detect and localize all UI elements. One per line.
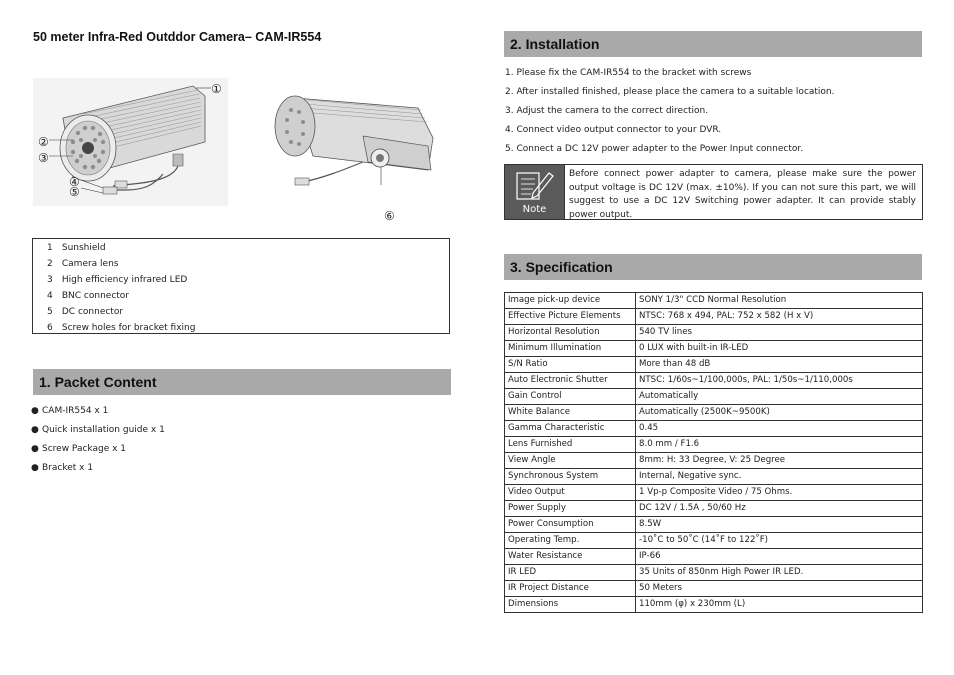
table-row xyxy=(505,517,923,533)
table-row xyxy=(505,293,923,309)
list-item: ● Screw Package x 1 xyxy=(31,444,127,454)
parts-legend xyxy=(32,238,450,334)
spec-value: 0 LUX with built-in IR-LED xyxy=(636,341,923,357)
table-row xyxy=(505,533,923,549)
spec-value: IP-66 xyxy=(636,549,923,565)
spec-value: DC 12V / 1.5A , 50/60 Hz xyxy=(636,501,923,517)
note-icon xyxy=(505,165,565,219)
spec-key: Power Supply xyxy=(505,501,636,517)
spec-key: Image pick-up device xyxy=(505,293,636,309)
spec-value: 110mm (φ) x 230mm (L) xyxy=(636,597,923,613)
installation-steps xyxy=(505,64,835,159)
spec-value: 540 TV lines xyxy=(636,325,923,341)
spec-key: Horizontal Resolution xyxy=(505,325,636,341)
part-item: 6 Screw holes for bracket fixing xyxy=(47,322,196,333)
spec-key: IR Project Distance xyxy=(505,581,636,597)
spec-key: Auto Electronic Shutter xyxy=(505,373,636,389)
part-item: 4 BNC connector xyxy=(47,290,130,301)
spec-value: 0.45 xyxy=(636,421,923,437)
table-row xyxy=(505,565,923,581)
spec-value: NTSC: 768 x 494, PAL: 752 x 582 (H x V) xyxy=(636,309,923,325)
packet-content-list xyxy=(31,402,165,478)
list-item: 2. After installed finished, please place the camera to a suitable location. xyxy=(505,87,835,97)
spec-key: IR LED xyxy=(505,565,636,581)
spec-key: Gamma Characteristic xyxy=(505,421,636,437)
table-row xyxy=(505,549,923,565)
spec-key: Video Output xyxy=(505,485,636,501)
spec-key: Minimum Illumination xyxy=(505,341,636,357)
part-item: 3 High efficiency infrared LED xyxy=(47,274,188,285)
spec-value: 50 Meters xyxy=(636,581,923,597)
table-row xyxy=(505,421,923,437)
note-box xyxy=(504,164,923,220)
table-row xyxy=(505,357,923,373)
spec-key: Gain Control xyxy=(505,389,636,405)
pencil-notepad-icon xyxy=(505,165,564,205)
note-label: Note xyxy=(522,204,547,215)
callout-3: ③ xyxy=(38,151,49,165)
spec-value: 1 Vp-p Composite Video / 75 Ohms. xyxy=(636,485,923,501)
camera-rear-view xyxy=(275,96,433,185)
spec-value: NTSC: 1/60s~1/100,000s, PAL: 1/50s~1/110,000s xyxy=(636,373,923,389)
table-row xyxy=(505,453,923,469)
spec-key: Power Consumption xyxy=(505,517,636,533)
specification-table xyxy=(504,292,923,613)
table-row xyxy=(505,405,923,421)
document-title: 50 meter Infra-Red Outddor Camera– CAM-IR554 xyxy=(33,30,322,44)
table-row xyxy=(505,597,923,613)
camera-illustration xyxy=(33,78,451,228)
part-item: 2 Camera lens xyxy=(47,258,119,269)
spec-value: Automatically (2500K~9500K) xyxy=(636,405,923,421)
spec-value: 35 Units of 850nm High Power IR LED. xyxy=(636,565,923,581)
table-row xyxy=(505,437,923,453)
note-text: Before connect power adapter to camera, please make sure the power output voltage is DC 12V (max. ±10%). If you can not sure this part, we will suggest to use a DC 12V Switching power adapter. It can provide stably power output. xyxy=(569,169,916,220)
spec-key: White Balance xyxy=(505,405,636,421)
spec-value: Automatically xyxy=(636,389,923,405)
callout-1: ① xyxy=(211,82,222,96)
part-item: 1 Sunshield xyxy=(47,243,106,253)
callout-6: ⑥ xyxy=(384,209,395,223)
spec-value: Internal, Negative sync. xyxy=(636,469,923,485)
spec-value: 8.5W xyxy=(636,517,923,533)
part-item: 5 DC connector xyxy=(47,306,124,317)
table-row xyxy=(505,485,923,501)
spec-key: Lens Furnished xyxy=(505,437,636,453)
list-item: ● Bracket x 1 xyxy=(31,463,94,473)
spec-value: SONY 1/3" CCD Normal Resolution xyxy=(636,293,923,309)
spec-key: S/N Ratio xyxy=(505,357,636,373)
spec-value: 8.0 mm / F1.6 xyxy=(636,437,923,453)
table-row xyxy=(505,325,923,341)
table-row xyxy=(505,341,923,357)
table-row xyxy=(505,469,923,485)
spec-key: Effective Picture Elements xyxy=(505,309,636,325)
callout-5: ⑤ xyxy=(69,185,80,199)
table-row xyxy=(505,309,923,325)
list-item: 4. Connect video output connector to your DVR. xyxy=(505,125,722,135)
list-item: ● Quick installation guide x 1 xyxy=(31,425,165,435)
table-row xyxy=(505,389,923,405)
list-item: 1. Please fix the CAM-IR554 to the bracket with screws xyxy=(505,68,752,78)
spec-key: View Angle xyxy=(505,453,636,469)
list-item: 3. Adjust the camera to the correct direction. xyxy=(505,106,709,116)
table-row xyxy=(505,581,923,597)
callout-4: ④ xyxy=(69,175,80,189)
spec-key: Synchronous System xyxy=(505,469,636,485)
spec-key: Operating Temp. xyxy=(505,533,636,549)
callout-2: ② xyxy=(38,135,49,149)
spec-key: Water Resistance xyxy=(505,549,636,565)
spec-value: 8mm: H: 33 Degree, V: 25 Degree xyxy=(636,453,923,469)
spec-value: -10˚C to 50˚C (14˚F to 122˚F) xyxy=(636,533,923,549)
table-row xyxy=(505,373,923,389)
specification-heading: 3. Specification xyxy=(504,254,922,280)
spec-key: Dimensions xyxy=(505,597,636,613)
installation-heading: 2. Installation xyxy=(504,31,922,57)
list-item: 5. Connect a DC 12V power adapter to the Power Input connector. xyxy=(505,144,804,154)
table-row xyxy=(505,501,923,517)
spec-value: More than 48 dB xyxy=(636,357,923,373)
list-item: ● CAM-IR554 x 1 xyxy=(31,406,109,416)
packet-content-heading: 1. Packet Content xyxy=(33,369,451,395)
